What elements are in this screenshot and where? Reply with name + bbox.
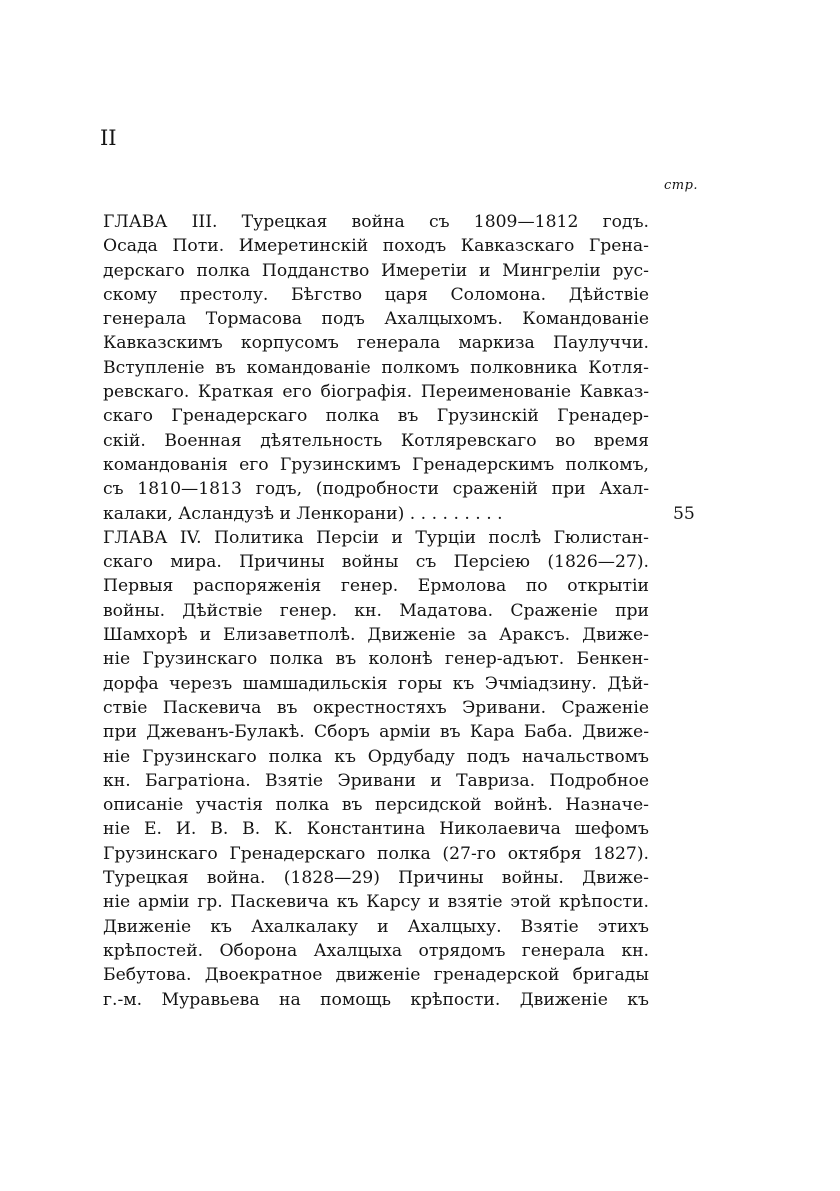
toc-line: описаніе участія полка въ персидской войнѣ. Назначе- xyxy=(103,795,649,816)
toc-line-with-page-ref xyxy=(103,502,695,526)
page-ref-number: 55 xyxy=(673,503,695,524)
toc-line: ГЛАВА IV. Политика Персіи и Турціи послѣ Гюлистан- xyxy=(103,527,649,548)
page-column-header: стр. xyxy=(664,178,699,193)
toc-line: г.-м. Муравьева на помощь крѣпости. Движеніе къ xyxy=(103,989,649,1010)
toc-line: скаго мира. Причины войны съ Персіею (1826—27). xyxy=(103,552,649,573)
toc-line: Турецкая война. (1828—29) Причины войны. Движе- xyxy=(103,868,649,889)
toc-line: ніе Грузинскаго полка къ Ордубаду подъ начальствомъ xyxy=(103,746,649,767)
toc-line: крѣпостей. Оборона Ахалцыха отрядомъ генерала кн. xyxy=(103,940,649,961)
toc-line: съ 1810—1813 годъ, (подробности сраженій при Ахал- xyxy=(103,479,649,500)
toc-line: при Джеванъ-Булакѣ. Сборъ арміи въ Кара Баба. Движе- xyxy=(103,722,649,743)
toc-line: скаго Гренадерскаго полка въ Грузинскій Гренадер- xyxy=(103,406,649,427)
toc-line: дорфа черезъ шамшадильскія горы къ Эчміадзину. Дѣй- xyxy=(103,673,649,694)
toc-line: Осада Поти. Имеретинскій походъ Кавказскаго Грена- xyxy=(103,236,649,257)
toc-line: скому престолу. Бѣгство царя Соломона. Дѣйствіе xyxy=(103,284,649,305)
toc-line: Кавказскимъ корпусомъ генерала маркиза Паулуччи. xyxy=(103,333,649,354)
toc-line: Первыя распоряженія генер. Ермолова по открытіи xyxy=(103,576,649,597)
toc-line: кн. Багратіона. Взятіе Эривани и Тавриза. Подробное xyxy=(103,770,649,791)
toc-line: ГЛАВА III. Турецкая война съ 1809—1812 годъ. xyxy=(103,212,649,232)
toc-line: генерала Тормасова подъ Ахалцыхомъ. Командованіе xyxy=(103,309,649,330)
toc-line: Грузинскаго Гренадерскаго полка (27-го октября 1827). xyxy=(103,843,649,864)
toc-line: Движеніе къ Ахалкалаку и Ахалцыху. Взятіе этихъ xyxy=(103,916,649,937)
toc-line: ствіе Паскевича въ окрестностяхъ Эривани. Сраженіе xyxy=(103,697,649,718)
toc-line: Вступленіе въ командованіе полкомъ полковника Котля- xyxy=(103,357,649,378)
toc-line: дерскаго полка Подданство Имеретіи и Мингреліи рус- xyxy=(103,260,649,281)
toc-line: Бебутова. Двоекратное движеніе гренадерской бригады xyxy=(103,965,649,986)
toc-line: Шамхорѣ и Елизаветполѣ. Движеніе за Араксъ. Движе- xyxy=(103,625,649,646)
page-number: II xyxy=(100,126,117,150)
toc-line: ніе арміи гр. Паскевича къ Карсу и взятіе этой крѣпости. xyxy=(103,892,649,913)
toc-line: ревскаго. Краткая его біографія. Переименованіе Кавказ- xyxy=(103,382,649,403)
toc-line: ніе Грузинскаго полка въ колонѣ генер-адъют. Бенкен- xyxy=(103,649,649,670)
toc-line: командованія его Грузинскимъ Гренадерскимъ полкомъ, xyxy=(103,454,649,475)
table-of-contents xyxy=(103,210,753,1012)
toc-line: скій. Военная дѣятельность Котляревскаго во время xyxy=(103,430,649,451)
toc-line-text: калаки, Асландузѣ и Ленкорани) . . . . . . . . . xyxy=(103,503,503,524)
toc-line: войны. Дѣйствіе генер. кн. Мадатова. Сраженіе при xyxy=(103,600,649,621)
toc-line: ніе Е. И. В. В. К. Константина Николаевича шефомъ xyxy=(103,819,649,840)
